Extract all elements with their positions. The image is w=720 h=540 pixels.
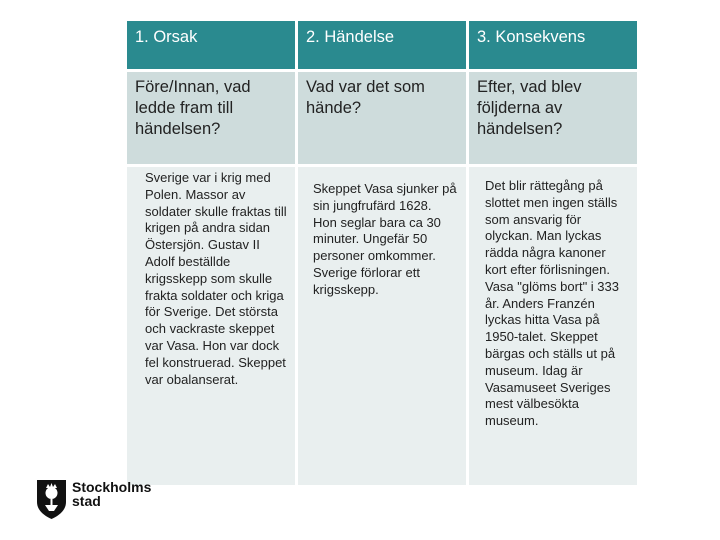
- logo-line-stockholms: Stockholms: [72, 479, 152, 495]
- stockholm-crest-icon: [36, 478, 67, 520]
- question-orsak: Före/Innan, vad ledde fram till händelsen?: [127, 72, 295, 164]
- header-orsak: 1. Orsak: [127, 21, 295, 69]
- question-konsekvens: Efter, vad blev följderna av händelsen?: [469, 72, 637, 164]
- question-handelse: Vad var det som hände?: [298, 72, 466, 164]
- answer-orsak: Sverige var i krig med Polen. Massor av soldater skulle fraktas till krigen på andra sidan Östersjön. Gustav II Adolf beställde krigsskepp som skulle frakta soldater och kriga för Sverige. Det största och vackraste skeppet var Vasa. Hon var dock fel konstruerad. Skeppet var obalanserat.: [127, 167, 295, 485]
- header-konsekvens: 3. Konsekvens: [469, 21, 637, 69]
- header-handelse: 2. Händelse: [298, 21, 466, 69]
- answer-konsekvens: Det blir rättegång på slottet men ingen ställs som ansvarig för olyckan. Man lyckas rädda några kanoner kort efter förlisningen. Vasa "glöms bort" i 333 år. Anders Franzén lyckas hitta Vasa på 1950-talet. Skeppet bärgas och ställs ut på museum. Idag är Vasamuseet Sveriges mest välbesökta museum.: [469, 167, 637, 485]
- logo-line-stad: stad: [72, 493, 101, 509]
- history-table: [127, 21, 637, 485]
- answer-handelse: Skeppet Vasa sjunker på sin jungfrufärd 1628. Hon seglar bara ca 30 minuter. Ungefär 50 personer omkommer. Sverige förlorar ett krigsskepp.: [298, 167, 466, 485]
- stockholms-stad-logo: [36, 478, 151, 520]
